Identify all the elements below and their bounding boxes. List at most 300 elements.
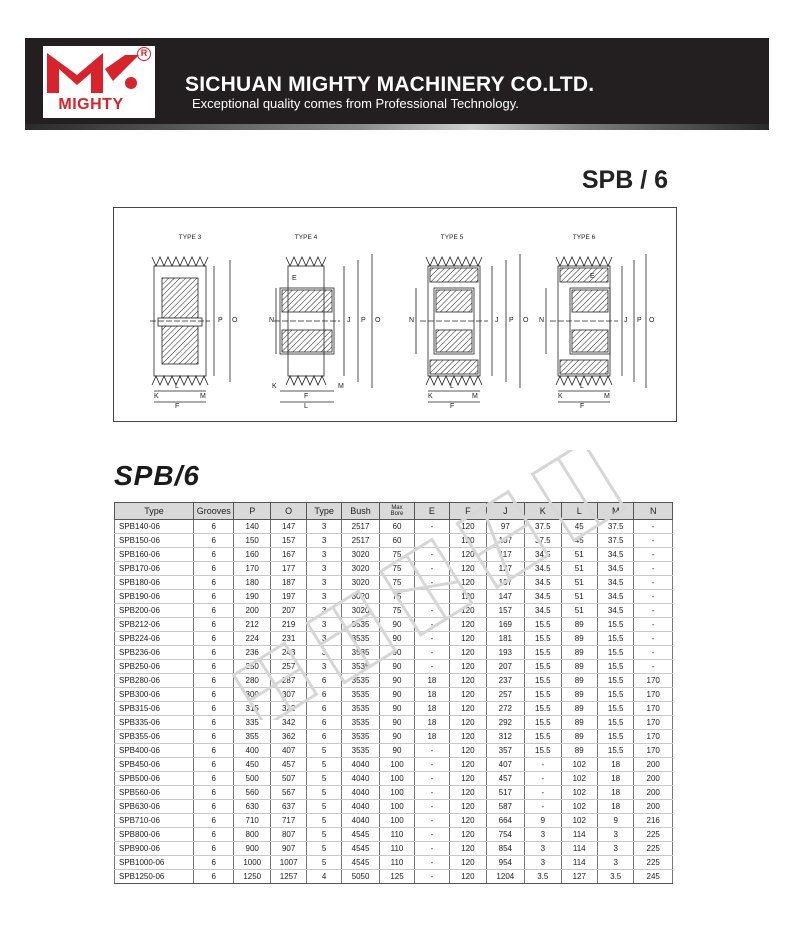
table-cell: 3: [307, 520, 341, 534]
table-cell: 75: [380, 590, 414, 604]
table-cell: 167: [270, 548, 306, 562]
table-cell: 6: [193, 590, 234, 604]
table-cell: 3: [597, 842, 633, 856]
table-cell: 34.5: [525, 604, 561, 618]
table-row: [115, 842, 673, 856]
table-cell: 120: [450, 576, 486, 590]
table-cell: -: [414, 660, 449, 674]
table-cell: 6: [193, 646, 234, 660]
table-cell: 5: [307, 800, 341, 814]
table-cell: 187: [270, 576, 306, 590]
table-cell: SPB400-06: [115, 744, 194, 758]
table-cell: 102: [561, 758, 597, 772]
table-header-cell: Max Bore: [380, 503, 414, 520]
svg-text:O: O: [375, 317, 381, 324]
table-row: [115, 618, 673, 632]
table-cell: 560: [234, 786, 270, 800]
table-row: [115, 576, 673, 590]
svg-text:E: E: [292, 275, 297, 282]
table-cell: 9: [597, 814, 633, 828]
table-cell: 457: [270, 758, 306, 772]
table-cell: 6: [307, 674, 341, 688]
table-cell: 1204: [486, 870, 524, 884]
table-cell: SPB236-06: [115, 646, 194, 660]
table-cell: 5: [307, 842, 341, 856]
table-cell: 6: [307, 688, 341, 702]
table-row: [115, 716, 673, 730]
table-cell: -: [525, 800, 561, 814]
type-6-label: TYPE 6: [572, 234, 596, 241]
table-cell: -: [634, 618, 673, 632]
table-cell: 257: [270, 660, 306, 674]
table-cell: 125: [380, 870, 414, 884]
table-cell: 170: [634, 744, 673, 758]
table-cell: 90: [380, 744, 414, 758]
table-cell: 120: [450, 590, 486, 604]
table-cell: 6: [307, 702, 341, 716]
svg-text:F: F: [304, 393, 309, 400]
svg-text:M: M: [200, 393, 206, 400]
table-cell: 120: [450, 548, 486, 562]
table-cell: 89: [561, 744, 597, 758]
table-cell: 120: [450, 646, 486, 660]
table-header-cell: K: [525, 503, 561, 520]
table-cell: 177: [270, 562, 306, 576]
svg-text:F: F: [175, 403, 180, 410]
table-cell: 3: [307, 604, 341, 618]
table-cell: -: [634, 548, 673, 562]
table-cell: 225: [634, 856, 673, 870]
table-cell: 6: [193, 758, 234, 772]
type-5-label: TYPE 5: [440, 234, 464, 241]
table-cell: 3: [307, 646, 341, 660]
svg-text:F: F: [450, 403, 455, 410]
svg-text:P: P: [509, 317, 514, 324]
table-cell: 15.5: [597, 618, 633, 632]
table-cell: -: [634, 604, 673, 618]
table-cell: 120: [450, 618, 486, 632]
table-row: [115, 870, 673, 884]
table-cell: 170: [634, 688, 673, 702]
table-cell: SPB1000-06: [115, 856, 194, 870]
table-cell: 18: [597, 758, 633, 772]
table-cell: 110: [380, 828, 414, 842]
table-cell: 89: [561, 660, 597, 674]
table-cell: 120: [450, 786, 486, 800]
table-cell: SPB560-06: [115, 786, 194, 800]
table-cell: 6: [193, 800, 234, 814]
company-name: SICHUAN MIGHTY MACHINERY CO.LTD.: [185, 73, 595, 96]
table-cell: 37.5: [597, 534, 633, 548]
table-header-cell: Type: [307, 503, 341, 520]
table-row: [115, 702, 673, 716]
table-cell: 6: [193, 618, 234, 632]
table-cell: 120: [450, 604, 486, 618]
table-cell: 3.5: [525, 870, 561, 884]
table-cell: 89: [561, 688, 597, 702]
table-cell: 3535: [341, 702, 379, 716]
table-row: [115, 534, 673, 548]
table-header-cell: Grooves: [193, 503, 234, 520]
svg-text:N: N: [539, 317, 545, 324]
table-cell: 3020: [341, 576, 379, 590]
table-cell: 15.5: [597, 702, 633, 716]
table-cell: 100: [380, 772, 414, 786]
table-cell: -: [414, 646, 449, 660]
table-cell: SPB140-06: [115, 520, 194, 534]
table-cell: 120: [450, 772, 486, 786]
table-cell: 272: [486, 702, 524, 716]
table-cell: SPB160-06: [115, 548, 194, 562]
table-cell: 169: [486, 618, 524, 632]
table-cell: 170: [634, 716, 673, 730]
table-cell: -: [414, 856, 449, 870]
table-cell: 120: [450, 814, 486, 828]
table-cell: 15.5: [597, 688, 633, 702]
table-cell: 355: [234, 730, 270, 744]
table-cell: 6: [193, 744, 234, 758]
table-cell: 120: [450, 534, 486, 548]
table-cell: 51: [561, 576, 597, 590]
table-cell: 89: [561, 674, 597, 688]
table-cell: 170: [634, 702, 673, 716]
table-cell: SPB900-06: [115, 842, 194, 856]
table-cell: 954: [486, 856, 524, 870]
table-cell: 5: [307, 758, 341, 772]
table-cell: 127: [486, 562, 524, 576]
table-cell: -: [414, 828, 449, 842]
table-cell: -: [414, 758, 449, 772]
table-cell: 225: [634, 842, 673, 856]
table-cell: -: [414, 870, 449, 884]
table-cell: 190: [234, 590, 270, 604]
table-cell: 15.5: [525, 674, 561, 688]
table-cell: 5: [307, 814, 341, 828]
table-cell: 114: [561, 828, 597, 842]
svg-text:K: K: [558, 393, 563, 400]
table-cell: 3020: [341, 590, 379, 604]
table-cell: 15.5: [597, 716, 633, 730]
svg-text:K: K: [272, 383, 277, 390]
table-cell: 280: [234, 674, 270, 688]
table-cell: -: [634, 646, 673, 660]
table-cell: 90: [380, 660, 414, 674]
table-cell: 3535: [341, 730, 379, 744]
table-cell: 300: [234, 688, 270, 702]
table-cell: 18: [597, 800, 633, 814]
table-cell: 34.5: [525, 548, 561, 562]
table-cell: -: [414, 534, 449, 548]
table-cell: 15.5: [597, 674, 633, 688]
table-row: [115, 674, 673, 688]
table-cell: 4545: [341, 842, 379, 856]
table-header-cell: P: [234, 503, 270, 520]
svg-text:O: O: [523, 317, 529, 324]
table-cell: 160: [234, 548, 270, 562]
table-cell: 664: [486, 814, 524, 828]
table-cell: 200: [634, 800, 673, 814]
table-cell: 219: [270, 618, 306, 632]
svg-text:J: J: [495, 317, 499, 324]
svg-text:L: L: [175, 383, 179, 390]
table-cell: 45: [561, 520, 597, 534]
table-cell: 4: [307, 870, 341, 884]
drawing-type-3: [150, 234, 238, 410]
table-cell: 120: [450, 744, 486, 758]
table-cell: 236: [234, 646, 270, 660]
table-cell: 90: [380, 632, 414, 646]
table-cell: -: [414, 548, 449, 562]
table-row: [115, 548, 673, 562]
table-cell: 15.5: [525, 716, 561, 730]
table-cell: 3: [307, 618, 341, 632]
table-cell: 3535: [341, 646, 379, 660]
table-cell: 181: [486, 632, 524, 646]
table-cell: -: [634, 660, 673, 674]
svg-text:M: M: [472, 393, 478, 400]
table-cell: 342: [270, 716, 306, 730]
table-cell: 120: [450, 702, 486, 716]
table-cell: 710: [234, 814, 270, 828]
table-row: [115, 828, 673, 842]
table-row: [115, 744, 673, 758]
table-cell: 102: [561, 800, 597, 814]
table-cell: SPB315-06: [115, 702, 194, 716]
table-row: [115, 590, 673, 604]
table-header-cell: Type: [115, 503, 194, 520]
table-cell: 1000: [234, 856, 270, 870]
table-cell: 637: [270, 800, 306, 814]
table-cell: 15.5: [597, 744, 633, 758]
table-cell: 200: [634, 786, 673, 800]
table-cell: 3: [597, 856, 633, 870]
svg-text:E: E: [590, 273, 595, 280]
table-cell: 3: [307, 562, 341, 576]
drawing-type-5: [409, 234, 529, 410]
table-cell: 224: [234, 632, 270, 646]
table-cell: 5: [307, 744, 341, 758]
drawing-type-4: [269, 234, 381, 410]
table-cell: SPB450-06: [115, 758, 194, 772]
table-cell: 15.5: [597, 730, 633, 744]
table-cell: 407: [486, 758, 524, 772]
table-cell: SPB200-06: [115, 604, 194, 618]
table-cell: -: [414, 744, 449, 758]
table-cell: 3535: [341, 660, 379, 674]
table-row: [115, 856, 673, 870]
table-cell: 212: [234, 618, 270, 632]
table-cell: 3: [307, 660, 341, 674]
table-row: [115, 646, 673, 660]
model-code: SPB / 6: [581, 166, 668, 194]
table-cell: 315: [234, 702, 270, 716]
table-cell: 6: [193, 702, 234, 716]
svg-text:K: K: [428, 393, 433, 400]
table-cell: 6: [193, 520, 234, 534]
table-cell: 197: [270, 590, 306, 604]
table-cell: 6: [193, 786, 234, 800]
table-cell: 4040: [341, 772, 379, 786]
table-cell: 717: [270, 814, 306, 828]
table-cell: 9: [525, 814, 561, 828]
table-cell: 6: [193, 688, 234, 702]
table-cell: 1257: [270, 870, 306, 884]
table-cell: 37.5: [525, 534, 561, 548]
table-cell: 75: [380, 548, 414, 562]
table-header-row: [115, 503, 673, 520]
table-cell: SPB335-06: [115, 716, 194, 730]
pulley-drawings-svg: [114, 208, 678, 423]
company-logo: [43, 46, 155, 118]
table-cell: SPB190-06: [115, 590, 194, 604]
table-cell: 335: [234, 716, 270, 730]
table-cell: SPB800-06: [115, 828, 194, 842]
table-cell: 3: [597, 828, 633, 842]
table-cell: 34.5: [597, 604, 633, 618]
registered-mark: R: [137, 47, 151, 61]
table-cell: SPB500-06: [115, 772, 194, 786]
table-cell: 6: [193, 856, 234, 870]
table-cell: 754: [486, 828, 524, 842]
table-cell: 3: [307, 590, 341, 604]
table-cell: -: [525, 772, 561, 786]
logo-wordmark: MIGHTY: [58, 96, 124, 113]
table-cell: 3: [307, 576, 341, 590]
svg-text:F: F: [580, 403, 585, 410]
table-row: [115, 730, 673, 744]
table-cell: -: [414, 576, 449, 590]
table-cell: 250: [234, 660, 270, 674]
table-cell: 150: [234, 534, 270, 548]
table-cell: 5: [307, 772, 341, 786]
table-cell: SPB280-06: [115, 674, 194, 688]
table-cell: SPB630-06: [115, 800, 194, 814]
table-cell: 6: [193, 674, 234, 688]
table-header-cell: L: [561, 503, 597, 520]
table-cell: 120: [450, 870, 486, 884]
svg-text:L: L: [450, 383, 454, 390]
table-cell: 3: [525, 856, 561, 870]
table-cell: 18: [414, 674, 449, 688]
table-row: [115, 772, 673, 786]
table-cell: -: [634, 534, 673, 548]
table-cell: 5: [307, 828, 341, 842]
table-cell: 292: [486, 716, 524, 730]
table-cell: 3.5: [597, 870, 633, 884]
table-cell: 6: [193, 730, 234, 744]
table-cell: -: [634, 576, 673, 590]
table-cell: 15.5: [525, 632, 561, 646]
table-cell: 6: [193, 562, 234, 576]
table-cell: 800: [234, 828, 270, 842]
drawing-type-6: [539, 234, 655, 410]
table-cell: 3020: [341, 604, 379, 618]
table-cell: -: [414, 786, 449, 800]
table-row: [115, 800, 673, 814]
table-cell: 75: [380, 562, 414, 576]
table-cell: 90: [380, 716, 414, 730]
table-cell: SPB1250-06: [115, 870, 194, 884]
table-cell: 245: [634, 870, 673, 884]
svg-text:O: O: [649, 317, 655, 324]
table-cell: 51: [561, 562, 597, 576]
table-cell: 34.5: [525, 576, 561, 590]
table-cell: 6: [193, 660, 234, 674]
table-cell: -: [414, 590, 449, 604]
section-title: SPB/6: [114, 460, 200, 491]
table-header-cell: O: [270, 503, 306, 520]
table-row: [115, 520, 673, 534]
svg-text:N: N: [269, 317, 275, 324]
table-cell: 120: [450, 688, 486, 702]
table-cell: 110: [380, 842, 414, 856]
svg-text:L: L: [580, 383, 584, 390]
table-cell: 34.5: [597, 548, 633, 562]
table-cell: -: [414, 562, 449, 576]
table-cell: -: [414, 842, 449, 856]
table-cell: SPB250-06: [115, 660, 194, 674]
table-cell: 200: [234, 604, 270, 618]
table-cell: 100: [380, 800, 414, 814]
table-cell: 517: [486, 786, 524, 800]
table-cell: 3: [307, 548, 341, 562]
table-cell: 75: [380, 604, 414, 618]
table-cell: 18: [414, 716, 449, 730]
table-cell: 120: [450, 660, 486, 674]
table-cell: 18: [597, 786, 633, 800]
table-cell: 6: [307, 716, 341, 730]
table-cell: 3020: [341, 548, 379, 562]
table-cell: 34.5: [597, 576, 633, 590]
table-row: [115, 758, 673, 772]
table-cell: 15.5: [597, 632, 633, 646]
table-cell: 90: [380, 674, 414, 688]
table-cell: 1007: [270, 856, 306, 870]
table-cell: 120: [450, 828, 486, 842]
table-cell: 157: [486, 604, 524, 618]
company-slogan: Exceptional quality comes from Professional Technology.: [192, 96, 519, 111]
table-cell: 3535: [341, 632, 379, 646]
table-cell: 120: [450, 856, 486, 870]
table-cell: 97: [486, 520, 524, 534]
table-cell: 4545: [341, 856, 379, 870]
table-cell: 5: [307, 856, 341, 870]
table-cell: 15.5: [525, 688, 561, 702]
table-row: [115, 562, 673, 576]
table-cell: 567: [270, 786, 306, 800]
table-cell: 6: [193, 814, 234, 828]
table-cell: 15.5: [525, 730, 561, 744]
table-cell: SPB212-06: [115, 618, 194, 632]
table-cell: 157: [270, 534, 306, 548]
table-cell: 3: [525, 842, 561, 856]
table-cell: -: [414, 618, 449, 632]
table-cell: 854: [486, 842, 524, 856]
table-cell: 120: [450, 758, 486, 772]
table-cell: 2517: [341, 534, 379, 548]
table-cell: 257: [486, 688, 524, 702]
table-cell: 400: [234, 744, 270, 758]
table-cell: 4040: [341, 786, 379, 800]
table-cell: 120: [450, 520, 486, 534]
table-cell: 587: [486, 800, 524, 814]
table-cell: 4040: [341, 814, 379, 828]
table-row: [115, 604, 673, 618]
table-cell: SPB180-06: [115, 576, 194, 590]
table-cell: 307: [270, 688, 306, 702]
table-cell: 207: [270, 604, 306, 618]
svg-text:J: J: [347, 317, 351, 324]
